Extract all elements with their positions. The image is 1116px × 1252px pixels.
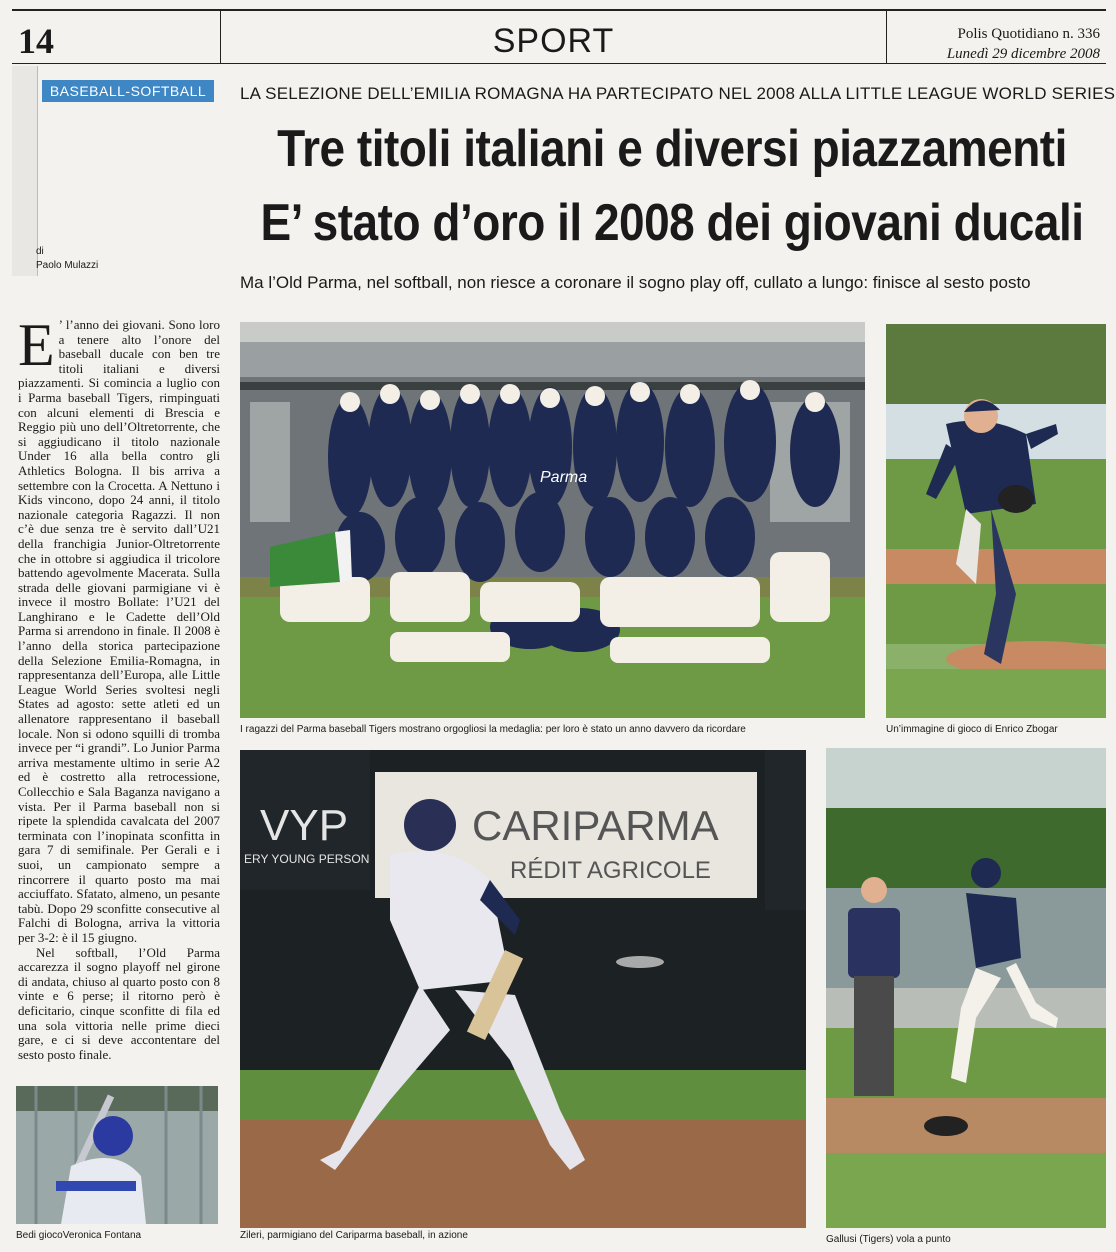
drop-cap: E <box>18 312 55 378</box>
headline-line-2: E’ stato d’oro il 2008 dei giovani ducali <box>260 193 1084 252</box>
article-paragraph <box>18 312 220 946</box>
banner-vyp-logo: VYP <box>260 801 349 850</box>
banner-brand: CARIPARMA <box>472 802 719 849</box>
runner-photo-caption: Gallusi (Tigers) vola a punto <box>826 1234 951 1245</box>
header-divider <box>886 11 887 63</box>
side-box <box>12 66 38 276</box>
article-body <box>18 312 220 1062</box>
small-photo <box>16 1086 218 1224</box>
publication-issue: Polis Quotidiano n. 336 <box>957 26 1100 42</box>
section-title: SPORT <box>492 22 615 60</box>
article-paragraph: Nel softball, l’Old Parma accarezza il sogno playoff nel girone di andata, chiuso al quarto posto con 8 vinte e 6 perse; il ritorno però è deficitario, cinque sconfitte di fila ed una sola vittoria nelle prime dieci gare, e ci si deve accontentare del sesto posto finale. <box>18 944 220 1062</box>
byline-prefix: di <box>36 246 44 257</box>
pitcher-photo <box>886 324 1106 718</box>
banner-vyp-subtext: ERY YOUNG PERSON <box>244 852 370 866</box>
batter-photo <box>240 750 806 1228</box>
runner-photo <box>826 748 1106 1228</box>
page-number: 14 <box>18 21 54 61</box>
rubric-label: BASEBALL-SOFTBALL <box>42 80 214 102</box>
jersey-text: Parma <box>540 469 588 486</box>
header-bottom-rule <box>12 63 1106 64</box>
small-photo-caption: Bedi giocoVeronica Fontana <box>16 1230 142 1241</box>
header-rule <box>12 9 1106 11</box>
batter-photo-caption: Zileri, parmigiano del Cariparma baseball, in azione <box>240 1230 468 1241</box>
kicker: LA SELEZIONE DELL’EMILIA ROMAGNA HA PARTECIPATO NEL 2008 ALLA LITTLE LEAGUE WORLD SERIES <box>240 84 1116 103</box>
byline-author: Paolo Mulazzi <box>36 260 99 271</box>
paragraph-text: ’ l’anno dei giovani. Sono loro a tenere alto l’onore del baseball ducale con ben tre titoli italiani e diversi piazzamenti. Si comincia a luglio con i Parma baseball Tigers, rimpinguati con alcuni elementi di Brescia e Reggio più uno dell’Oltretorrente, che si aggiudicano il titolo nazionale Under 16 alla bella contro gli Athletics Bologna. Il bis arriva a settembre con la Crocetta. A Nettuno i Kids vincono, dopo 24 anni, il titolo nazionale categoria Ragazzi. Il non c’è due senza tre è servito dall’U21 della franchigia Junior-Oltretorrente che in ottobre si aggiudica il tricolore battendo agevolmente Macerata. Sulla strada delle giovani parmigiane vi è invece il mostro Bollate: l’U21 del Langhirano e le Cadette dell’Old Parma si arrendono in finale. Il 2008 è l’anno della storica partecipazione della Selezione Emilia-Romagna, in rappresentanza dell’Europa, alle Little League World Series svoltesi negli States ad agosto: sette atleti ed un allenatore rappresentano il baseball locale. Non si odono squilli di tromba invece per “i grandi”. Lo Junior Parma arriva mestamente ultimo in serie A2 ed è costretto alla retrocessione, Collecchio e Sala Baganza navigano a vista. Per il Parma baseball non si ripete la splendida cavalcata del 2007 terminata con l’inopinata sconfitta in gara 7 di semifinale. Per Gerali e i suoi, un campionato sempre a rincorrere il quarto posto ma mai acciuffato. Sfatato, almeno, un pesante tabù. Dopo 29 sconfitte consecutive al Falchi di Bologna, arriva la vittoria per 3-2: è il 15 giugno. <box>18 317 220 945</box>
team-photo-caption: I ragazzi del Parma baseball Tigers mostrano orgogliosi la medaglia: per loro è stato un anno davvero da ricordare <box>240 724 746 735</box>
team-photo <box>240 322 865 718</box>
subheadline: Ma l’Old Parma, nel softball, non riesce a coronare il sogno play off, cullato a lungo: finisce al sesto posto <box>240 273 1031 292</box>
headline-line-1: Tre titoli italiani e diversi piazzamenti <box>277 119 1067 178</box>
pitcher-photo-caption: Un’immagine di gioco di Enrico Zbogar <box>886 724 1058 735</box>
publication-date: Lunedì 29 dicembre 2008 <box>946 46 1100 62</box>
banner-brand-subtext: RÉDIT AGRICOLE <box>510 857 711 884</box>
